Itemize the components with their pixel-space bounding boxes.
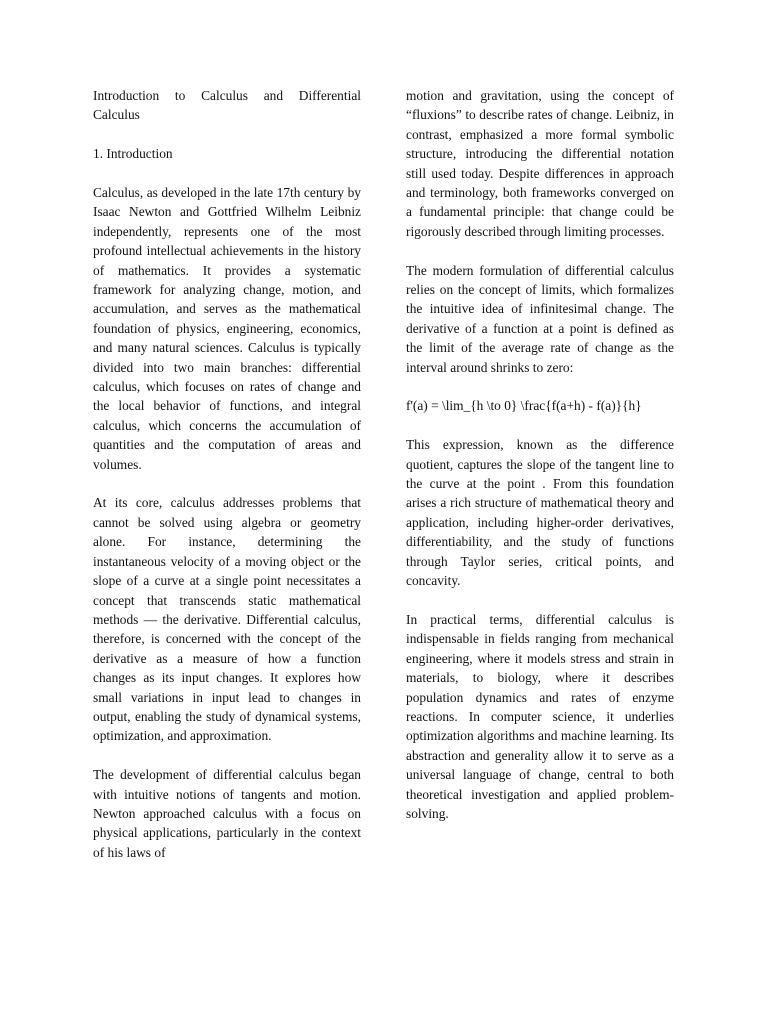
left-paragraph-1: Calculus, as developed in the late 17th century by Isaac Newton and Gottfried Wilhelm Leibniz independently, represents one of the most profound intellectual achievements in the history of mathematics. It provides a systematic framework for analyzing change, motion, and accumulation, and serves as the mathematical foundation of physics, engineering, economics, and many natural sciences. Calculus is typically divided into two main branches: differential calculus, which focuses on rates of change and the local behavior of functions, and integral calculus, which concerns the accumulation of quantities and the computation of areas and volumes.	[93, 185, 361, 472]
right-paragraph-3: This expression, known as the difference quotient, captures the slope of the tangent line to the curve at the point . From this foundation arises a rich structure of mathematical theory and application, including higher-order derivatives, differentiability, and the study of functions through Taylor series, critical points, and concavity.	[406, 437, 674, 589]
right-paragraph-1: motion and gravitation, using the concept of “fluxions” to describe rates of change. Leibniz, in contrast, emphasized a more formal symbolic structure, introducing the differential notation still used today. Despite differences in approach and terminology, both frameworks converged on a fundamental principle: that change could be rigorously described through limiting processes.	[406, 88, 674, 239]
derivative-formula: f'(a) = \lim_{h \to 0} \frac{f(a+h) - f(a)}{h}	[406, 398, 642, 414]
section-heading: 1. Introduction	[93, 146, 173, 162]
right-paragraph-4: In practical terms, differential calculus is indispensable in fields ranging from mechanical engineering, where it models stress and strain in materials, to biology, where it describes population dynamics and rates of enzyme reactions. In computer science, it underlies optimization algorithms and machine learning. Its abstraction and generality allow it to serve as a universal language of change, central to both theoretical investigation and applied problem-solving.	[406, 611, 674, 821]
right-paragraph-2: The modern formulation of differential calculus relies on the concept of limits, which formalizes the intuitive idea of infinitesimal change. The derivative of a function at a point is defined as the limit of the average rate of change as the interval around shrinks to zero:	[406, 262, 674, 375]
left-column	[93, 86, 361, 862]
left-paragraph-3: The development of differential calculus began with intuitive notions of tangents and motion. Newton approached calculus with a focus on physical applications, particularly in the context of his laws of	[93, 767, 361, 860]
document-title: Introduction to Calculus and Differential Calculus	[93, 88, 361, 123]
left-paragraph-2: At its core, calculus addresses problems that cannot be solved using algebra or geometry alone. For instance, determining the instantaneous velocity of a moving object or the slope of a curve at a single point necessitates a concept that transcends static mathematical methods — the derivative. Differential calculus, therefore, is concerned with the concept of the derivative as a measure of how a function changes as its input changes. It explores how small variations in input lead to changes in output, enabling the study of dynamical systems, optimization, and approximation.	[93, 495, 361, 744]
right-column	[406, 86, 674, 823]
